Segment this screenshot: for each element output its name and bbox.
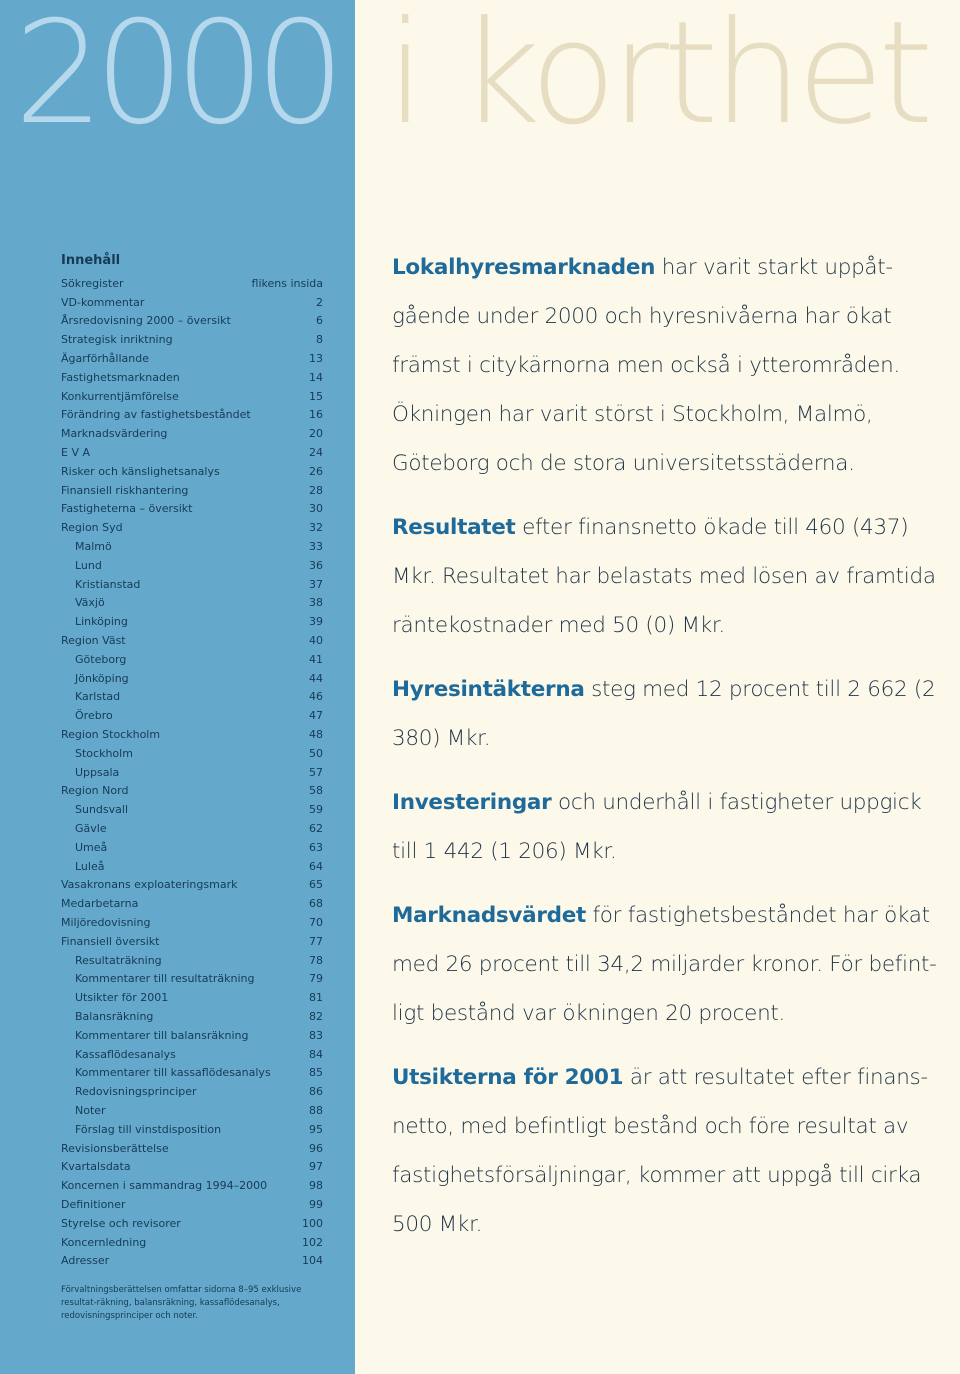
toc-item-page: 65 [309,878,323,892]
toc-item-label: Adresser [61,1254,110,1268]
toc-item-label: Balansräkning [75,1009,154,1023]
toc-item[interactable] [61,894,323,913]
toc-item-label: Koncernen i sammandrag 1994–2000 [61,1179,268,1193]
highlights-section [392,243,937,1264]
toc-item[interactable] [61,1101,323,1120]
toc-item-page: 47 [309,709,323,723]
toc-item-page: 30 [309,502,323,516]
toc-item-page: 2 [316,295,323,309]
toc-item-page: 40 [309,634,323,648]
toc-item-page: 70 [309,915,323,929]
highlight-text: är att resultatet efter finans-netto, med befintligt bestånd och före resultat av fastighetsförsäljningar, kommer att uppgå till cirka 500 Mkr. [392,1065,928,1237]
highlight-text: efter finansnetto ökade till 460 (437) Mkr. Resultatet har belastats med lösen av framtida räntekostnader med 50 (0) Mkr. [392,515,936,638]
toc-item[interactable] [61,1007,323,1026]
toc-item-page: 62 [309,822,323,835]
toc-item-page: 38 [309,596,323,610]
toc-item-page: 13 [309,352,323,366]
toc-item[interactable] [61,1176,323,1195]
toc-item-page: 57 [309,765,323,779]
highlight-lead: Hyresintäkterna [392,677,585,702]
toc-item-label: Vasakronans exploateringsmark [61,878,238,892]
toc-item-page: 98 [309,1179,323,1193]
toc-item-page: 95 [309,1122,323,1136]
toc-item-label: Ägarförhållande [61,352,149,366]
toc-item-page: 14 [309,370,323,384]
highlight-lead: Investeringar [392,790,552,815]
toc-item-page: 85 [309,1066,323,1080]
toc-item-label: Konkurrentjämförelse [61,389,179,403]
toc-list [61,274,323,1270]
toc-item[interactable] [61,913,323,932]
toc-item-page: 24 [309,446,323,460]
toc-item-label: Umeå [75,840,108,854]
toc-item[interactable] [61,424,323,443]
toc-item[interactable] [61,1139,323,1158]
toc-item-label: Förslag till vinstdisposition [75,1122,222,1136]
highlight-lead: Lokalhyresmarknaden [392,255,656,280]
toc-item[interactable] [61,537,323,556]
toc-item-page: 64 [309,859,323,873]
toc-item-label: Region Syd [61,521,123,535]
toc-item-page: 26 [309,464,323,478]
toc-item-label: Malmö [75,540,112,554]
toc-item-label: Risker och känslighetsanalys [61,464,220,478]
toc-item-label: Luleå [75,859,105,873]
toc-item-label: Revisionsberättelse [61,1141,169,1155]
toc-item-label: Förändring av fastighetsbeståndet [61,408,251,422]
toc-item[interactable] [61,819,323,838]
toc-item-page: 15 [309,389,323,403]
toc-item-label: Region Väst [61,634,126,648]
highlight-paragraph [392,243,937,488]
toc-item[interactable] [61,969,323,988]
toc-item-label: Utsikter för 2001 [75,991,169,1005]
toc-item-label: Medarbetarna [61,897,139,911]
highlight-paragraph [392,891,937,1038]
toc-item-page: 58 [309,784,323,798]
toc-item-page: 88 [309,1103,323,1117]
toc-item-page: 16 [309,408,323,422]
toc-item-label: Noter [75,1103,106,1117]
toc-item[interactable] [61,857,323,876]
toc-item[interactable] [61,1026,323,1045]
toc-item[interactable] [61,951,323,970]
toc-item-label: Sundsvall [75,803,129,817]
toc-item-label: Sökregister [61,276,124,290]
title-subtitle: i korthet [386,0,928,156]
toc-item[interactable] [61,312,323,331]
highlight-paragraph [392,1053,937,1249]
toc-item[interactable] [61,800,323,819]
toc-item-page: 83 [309,1028,323,1042]
toc-item[interactable] [61,500,323,519]
toc-item-page: flikens insida [251,276,323,290]
toc-item-page: 36 [309,558,323,572]
highlight-paragraph [392,778,937,876]
toc-item-page: 48 [309,728,323,742]
toc-item-label: Styrelse och revisorer [61,1216,181,1230]
toc-item[interactable] [61,1120,323,1139]
toc-item-page: 63 [309,840,323,854]
toc-item-page: 99 [309,1197,323,1211]
toc-item[interactable] [61,612,323,631]
toc-item[interactable] [61,330,323,349]
toc-item[interactable] [61,725,323,744]
toc-item[interactable] [61,838,323,857]
toc-item-label: Stockholm [75,746,133,760]
toc-item-label: Region Nord [61,784,129,798]
toc-item-label: Kvartalsdata [61,1160,131,1174]
toc-item-label: Finansiell översikt [61,934,160,948]
toc-item-label: Göteborg [75,652,127,666]
toc-item-page: 97 [309,1160,323,1174]
toc-item-page: 59 [309,803,323,817]
toc-item-page: 6 [316,314,323,328]
toc-item-label: Linköping [75,615,128,629]
toc-item-label: Årsredovisning 2000 – översikt [61,314,231,328]
toc-item-page: 100 [302,1216,323,1230]
toc-item-label: Koncernledning [61,1235,147,1249]
toc-item[interactable] [61,1082,323,1101]
toc-item[interactable] [61,932,323,951]
toc-item-page: 46 [309,690,323,704]
toc-item[interactable] [61,988,323,1007]
toc-item-page: 41 [309,652,323,666]
toc-item-page: 102 [302,1235,323,1249]
toc-footnote: Förvaltningsberättelsen omfattar sidorna 8–95 exklusive resultat-räkning, balansräkning, kassaflödesanalys, redovisningsprinciper och noter. [61,1285,302,1322]
toc-item-page: 79 [309,972,323,986]
toc-item-page: 86 [309,1085,323,1099]
toc-item-label: E V A [61,446,90,460]
toc-item-page: 96 [309,1141,323,1155]
toc-item[interactable] [61,688,323,707]
toc-item[interactable] [61,349,323,368]
toc-item-label: Finansiell riskhantering [61,483,189,497]
toc-item[interactable] [61,1233,323,1252]
toc-item[interactable] [61,368,323,387]
toc-item[interactable] [61,876,323,895]
toc-item-page: 44 [309,671,323,685]
title-year: 2000 [14,0,336,156]
toc-item[interactable] [61,293,323,312]
toc-item-label: Kommentarer till kassaflödesanalys [75,1066,271,1080]
toc-item-page: 32 [309,521,323,535]
highlight-lead: Resultatet [392,515,516,540]
toc-item-label: Redovisningsprinciper [75,1085,197,1099]
toc-item[interactable] [61,763,323,782]
toc-item-label: Fastigheterna – översikt [61,502,193,516]
toc-item[interactable] [61,518,323,537]
toc-item-label: Jönköping [75,671,129,685]
toc-item[interactable] [61,1251,323,1270]
highlight-text: för fastighetsbeståndet har ökat med 26 procent till 34,2 miljarder kronor. För befint-ligt bestånd var ökningen 20 procent. [392,903,937,1026]
toc-item-label: Marknadsvärdering [61,427,168,441]
toc-item-label: Definitioner [61,1197,126,1211]
toc-item-label: VD-kommentar [61,295,145,309]
toc-item-label: Kommentarer till resultaträkning [75,972,255,986]
toc-item-page: 28 [309,483,323,497]
toc-item-label: Uppsala [75,765,120,779]
toc-item-label: Region Stockholm [61,728,161,742]
toc-item[interactable] [61,631,323,650]
toc-item[interactable] [61,782,323,801]
toc-item[interactable] [61,406,323,425]
toc-item[interactable] [61,556,323,575]
toc-item[interactable] [61,594,323,613]
toc-item[interactable] [61,1157,323,1176]
toc-item[interactable] [61,706,323,725]
toc-item[interactable] [61,1214,323,1233]
toc-item-label: Gävle [75,822,107,835]
toc-item[interactable] [61,1063,323,1082]
toc-item-page: 77 [309,934,323,948]
toc-item[interactable] [61,274,323,293]
highlight-text: har varit starkt uppåt-gående under 2000 och hyresnivåerna har ökat främst i citykärnorna men också i ytterområden. Ökningen har varit störst i Stockholm, Malmö, Göteborg och de stora universitetsstäderna. [392,255,900,476]
toc-item-page: 50 [309,746,323,760]
toc-item-label: Strategisk inriktning [61,333,173,347]
toc-item[interactable] [61,481,323,500]
toc-item-label: Kassaflödesanalys [75,1047,176,1061]
toc-item-page: 20 [309,427,323,441]
toc-item-page: 78 [309,953,323,967]
toc-item[interactable] [61,650,323,669]
toc-item-page: 81 [309,991,323,1005]
toc-item-label: Fastighetsmarknaden [61,370,180,384]
toc-item[interactable] [61,575,323,594]
toc-item-label: Kristianstad [75,577,141,591]
toc-item[interactable] [61,744,323,763]
toc-item[interactable] [61,462,323,481]
table-of-contents [61,250,323,1323]
toc-item-page: 8 [316,333,323,347]
highlight-lead: Utsikterna för 2001 [392,1065,624,1090]
toc-item[interactable] [61,1195,323,1214]
toc-item-label: Växjö [75,596,105,610]
toc-item-page: 84 [309,1047,323,1061]
toc-item-page: 104 [302,1254,323,1268]
toc-heading: Innehåll [61,253,121,268]
toc-item-label: Resultaträkning [75,953,162,967]
toc-item-page: 68 [309,897,323,911]
toc-item-page: 37 [309,577,323,591]
highlight-paragraph [392,503,937,650]
toc-item-label: Karlstad [75,690,121,704]
toc-item[interactable] [61,443,323,462]
highlight-text: och underhåll i fastigheter uppgick till 1 442 (1 206) Mkr. [392,790,922,864]
toc-item-page: 39 [309,615,323,629]
toc-item[interactable] [61,387,323,406]
toc-item-label: Miljöredovisning [61,915,151,929]
highlight-text: steg med 12 procent till 2 662 (2 380) Mkr. [392,677,936,751]
highlight-paragraph [392,665,937,763]
toc-item-label: Örebro [75,709,113,723]
toc-item[interactable] [61,1045,323,1064]
highlight-lead: Marknadsvärdet [392,903,586,928]
toc-item-page: 33 [309,540,323,554]
toc-item[interactable] [61,669,323,688]
toc-item-label: Kommentarer till balansräkning [75,1028,249,1042]
toc-item-page: 82 [309,1009,323,1023]
toc-item-label: Lund [75,558,102,572]
